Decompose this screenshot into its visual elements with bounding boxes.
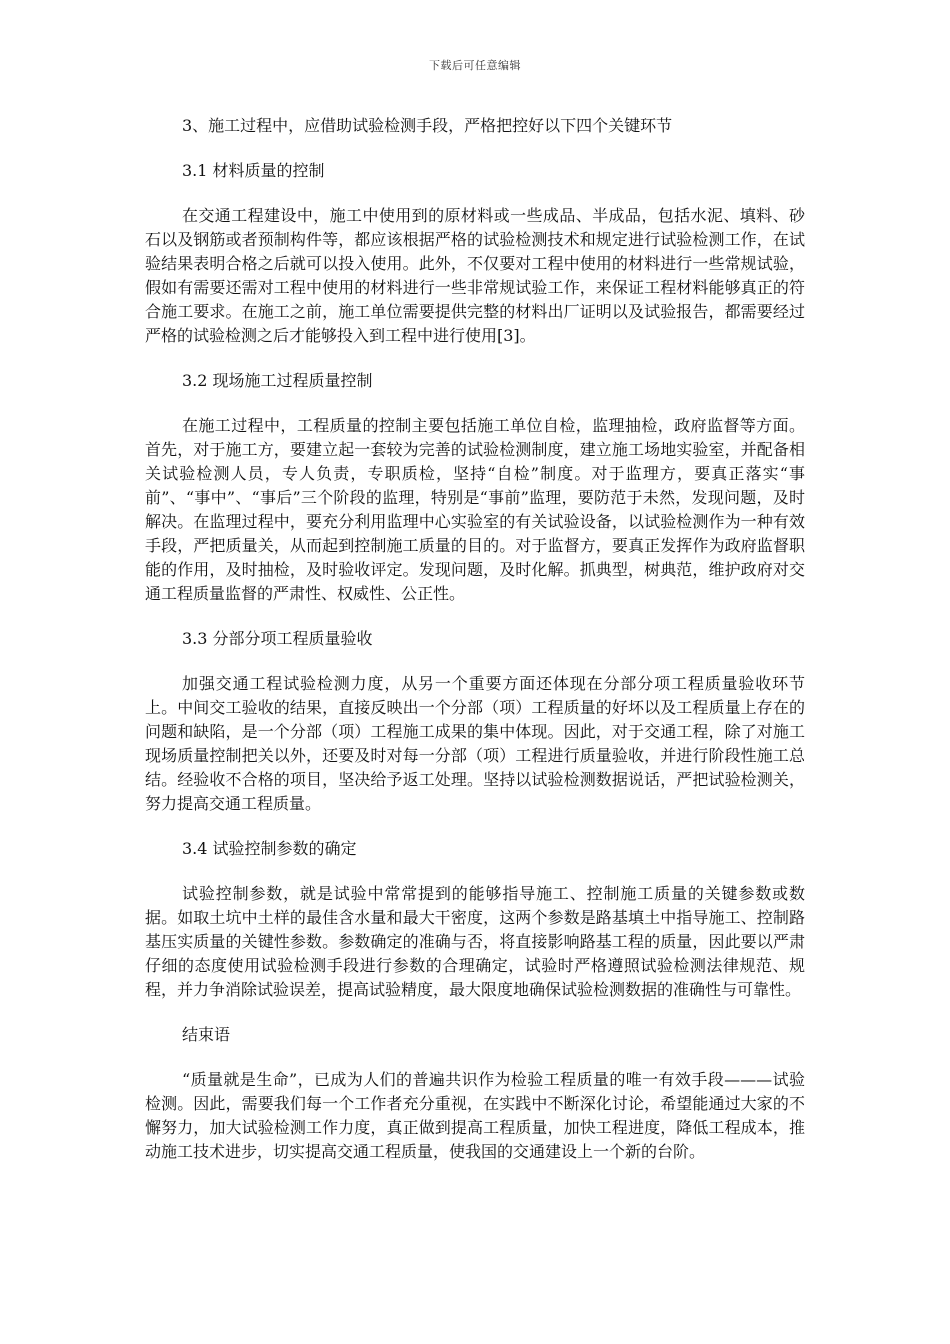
document-body [145, 114, 805, 1185]
page-header-note: 下载后可任意编辑 [429, 59, 521, 72]
section-3-heading: 3、施工过程中，应借助试验检测手段，严格把控好以下四个关键环节 [182, 116, 673, 135]
section-3-2-paragraph: 在施工过程中，工程质量的控制主要包括施工单位自检，监理抽检，政府监督等方面。首先，对于施工方，要建立起一套较为完善的试验检测制度，建立施工场地实验室，并配备相关试验检测人员，专人负责，专职质检，坚持“自检”制度。对于监理方，要真正落实“事前”、“事中”、“事后”三个阶段的监理，特别是“事前”监理，要防范于未然，发现问题，及时解决。在监理过程中，要充分利用监理中心实验室的有关试验设备，以试验检测作为一种有效手段，严把质量关，从而起到控制施工质量的目的。对于监督方，要真正发挥作为政府监督职能的作用，及时抽检，及时验收评定。发现问题，及时化解。抓典型，树典范，维护政府对交通工程质量监督的严肃性、权威性、公正性。 [145, 416, 805, 603]
section-3-4-heading: 3.4 试验控制参数的确定 [182, 839, 357, 858]
conclusion-heading: 结束语 [182, 1025, 231, 1044]
section-3-3-heading: 3.3 分部分项工程质量验收 [182, 629, 373, 648]
section-3-4-paragraph: 试验控制参数，就是试验中常常提到的能够指导施工、控制施工质量的关键参数或数据。如取土坑中土样的最佳含水量和最大干密度，这两个参数是路基填土中指导施工、控制路基压实质量的关键性参数。参数确定的准确与否，将直接影响路基工程的质量，因此要以严肃仔细的态度使用试验检测手段进行参数的合理确定，试验时严格遵照试验检测法律规范、规程，并力争消除试验误差，提高试验精度，最大限度地确保试验检测数据的准确性与可靠性。 [145, 884, 805, 999]
section-3-2-heading: 3.2 现场施工过程质量控制 [182, 371, 373, 390]
section-3-3-paragraph: 加强交通工程试验检测力度，从另一个重要方面还体现在分部分项工程质量验收环节上。中间交工验收的结果，直接反映出一个分部（项）工程质量的好坏以及工程质量上存在的问题和缺陷，是一个分部（项）工程施工成果的集中体现。因此，对于交通工程，除了对施工现场质量控制把关以外，还要及时对每一分部（项）工程进行质量验收，并进行阶段性施工总结。经验收不合格的项目，坚决给予返工处理。坚持以试验检测数据说话，严把试验检测关，努力提高交通工程质量。 [145, 674, 805, 813]
section-3-1-heading: 3.1 材料质量的控制 [182, 161, 325, 180]
conclusion-paragraph: “质量就是生命”，已成为人们的普遍共识作为检验工程质量的唯一有效手段———试验检测。因此，需要我们每一个工作者充分重视，在实践中不断深化讨论，希望能通过大家的不懈努力，加大试验检测工作力度，真正做到提高工程质量，加快工程进度，降低工程成本，推动施工技术进步，切实提高交通工程质量，使我国的交通建设上一个新的台阶。 [145, 1070, 805, 1161]
section-3-1-paragraph: 在交通工程建设中，施工中使用到的原材料或一些成品、半成品，包括水泥、填料、砂石以及钢筋或者预制构件等，都应该根据严格的试验检测技术和规定进行试验检测工作，在试验结果表明合格之后就可以投入使用。此外，不仅要对工程中使用的材料进行一些常规试验，假如有需要还需对工程中使用的材料进行一些非常规试验工作，来保证工程材料能够真正的符合施工要求。在施工之前，施工单位需要提供完整的材料出厂证明以及试验报告，都需要经过严格的试验检测之后才能够投入到工程中进行使用[3]。 [145, 206, 805, 345]
